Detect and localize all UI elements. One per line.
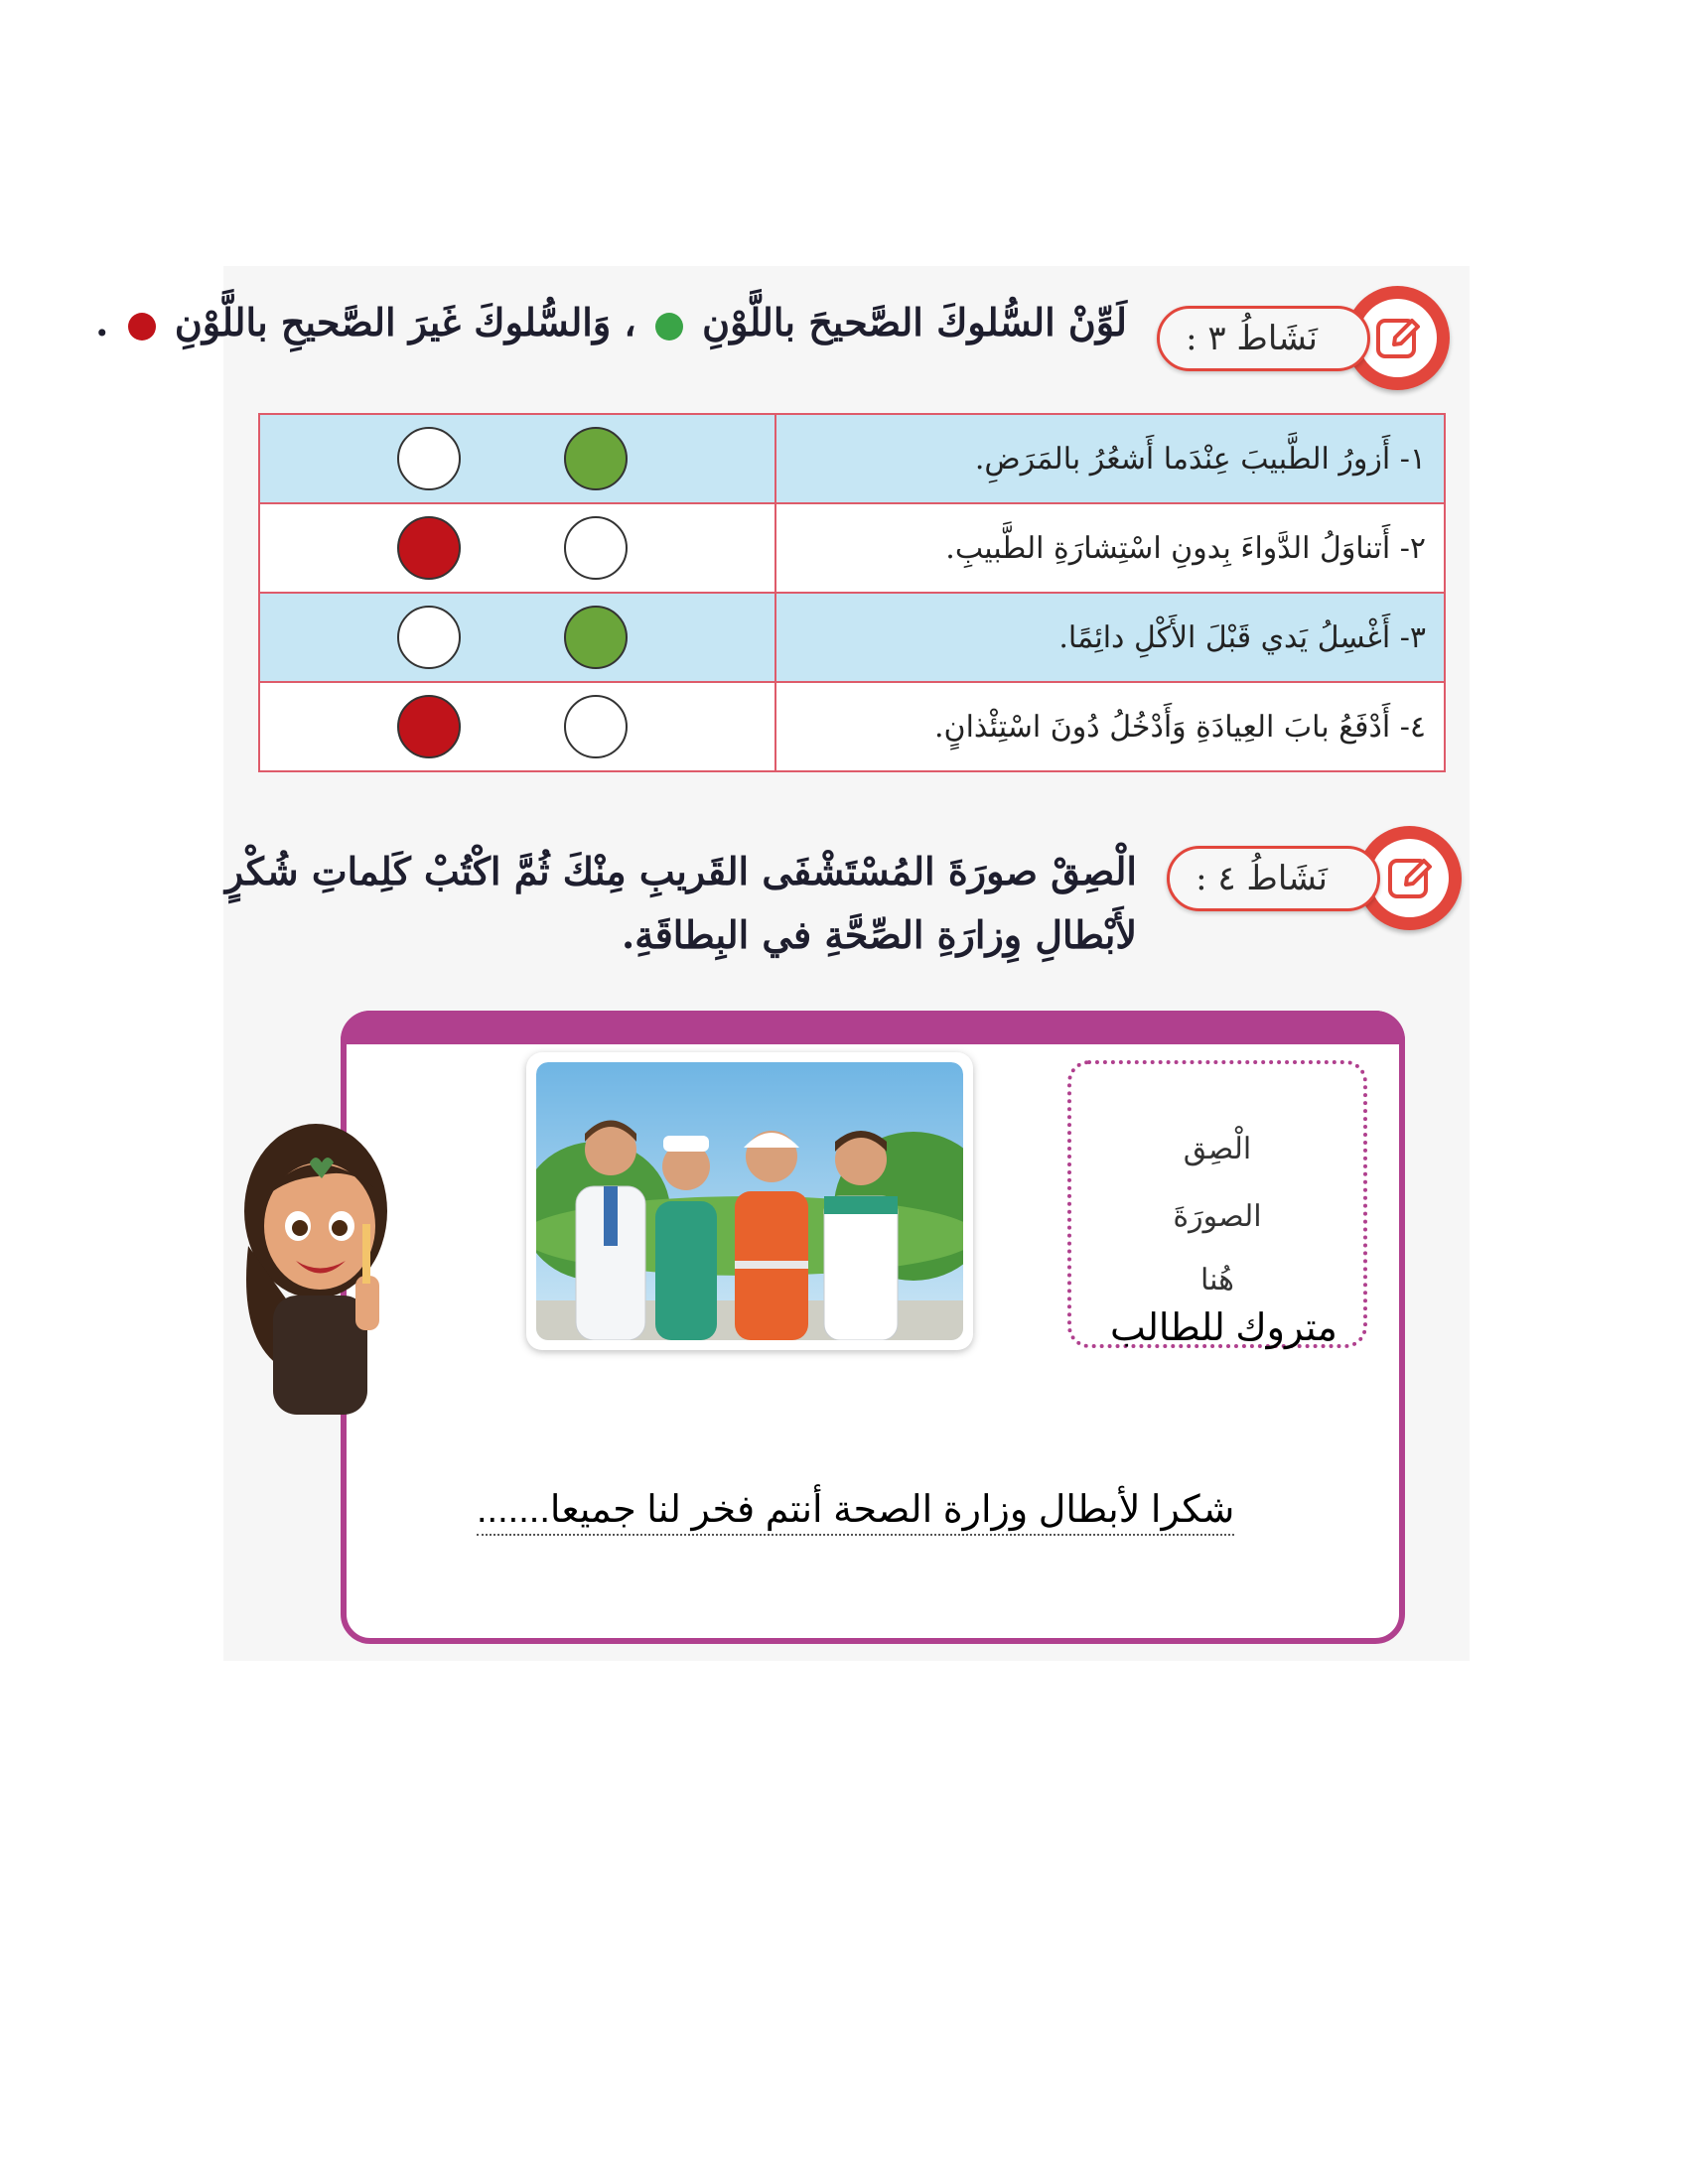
table-row [259,682,1445,771]
medical-team-illustration [536,1062,963,1340]
activity4-label: نَشَاطُ ٤ : [1167,846,1380,911]
activity3-header [95,286,1450,395]
table-row [259,414,1445,503]
statement-text: ١- أَزورُ الطَّبيبَ عِنْدَما أَشعُرُ بالمَرَضِ. [775,414,1445,503]
incorrect-circle[interactable] [397,516,461,580]
statement-text: ٢- أَتناوَلُ الدَّواءَ بِدونِ اسْتِشارَةِ الطَّبيبِ. [775,503,1445,593]
table-row [259,593,1445,682]
incorrect-circle[interactable] [397,427,461,490]
activity3-table [258,413,1446,772]
hospital-staff-photo [526,1052,973,1350]
thanks-message: شكرا لأبطال وزارة الصحة أنتم فخر لنا جميعا....... [477,1487,1234,1536]
incorrect-circle[interactable] [397,606,461,669]
placeholder-line: الصورَةَ [1173,1199,1262,1234]
statement-text: ٤- أَدْفَعُ بابَ العِيادَةِ وَأَدْخُلُ دُونَ اسْتِئْذانٍ. [775,682,1445,771]
activity4-instruction: الْصِقْ صورَةَ المُسْتَشْفَى القَريبِ مِنْكَ ثُمَّ اكْتُبْ كَلِماتِ شُكْرٍ لأَبْطالِ وِزارَةِ الصِّحَّةِ في البِطاقَةِ. [224,849,1137,957]
correct-circle[interactable] [564,695,628,758]
placeholder-line: الْصِق [1183,1132,1252,1166]
edit-pencil-icon [1376,845,1443,911]
edit-pencil-icon [1364,305,1431,371]
red-dot-icon [128,313,156,341]
student-note: متروك للطالب [1110,1307,1337,1349]
girl-illustration [238,1117,407,1415]
incorrect-circle[interactable] [397,695,461,758]
correct-circle[interactable] [564,606,628,669]
correct-circle[interactable] [564,516,628,580]
statement-text: ٣- أَغْسِلُ يَدي قَبْلَ الأَكْلِ دائِمًا. [775,593,1445,682]
activity3-instruction: لَوِّنْ السُّلوكَ الصَّحيحَ باللَّوْنِ ، وَالسُّلوكَ غَيرَ الصَّحيحِ باللَّوْنِ . [95,300,1127,344]
table-row [259,503,1445,593]
green-dot-icon [655,313,683,341]
correct-circle[interactable] [564,427,628,490]
activity4-header [224,826,1450,957]
activity3-label: نَشَاطُ ٣ : [1157,306,1370,371]
placeholder-line: هُنا [1199,1263,1234,1297]
